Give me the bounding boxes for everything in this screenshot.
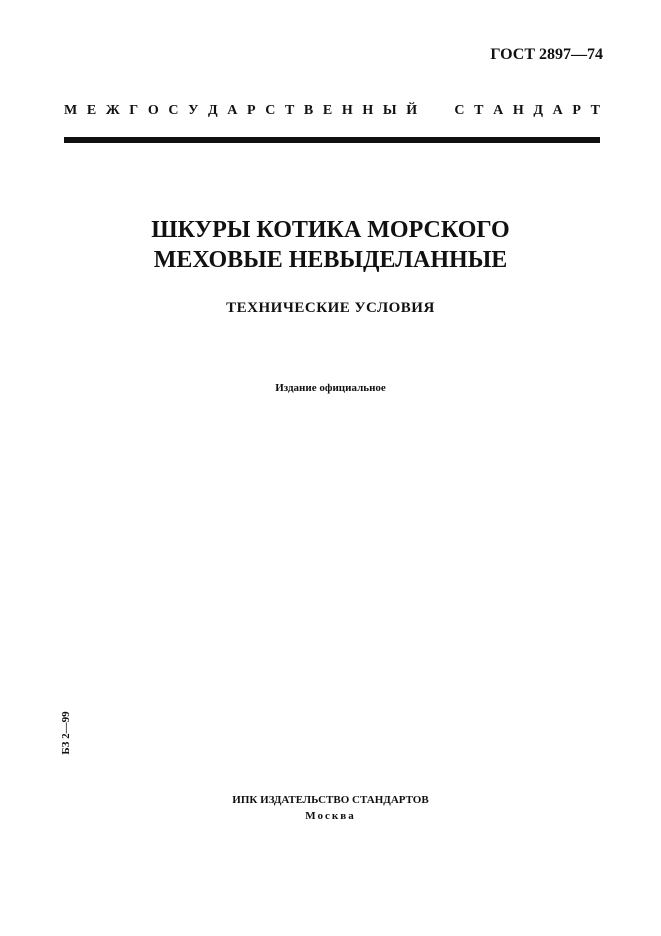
heading-letter: А	[227, 103, 238, 118]
heading-letter: Г	[129, 103, 139, 118]
title-line-2: МЕХОВЫЕ НЕВЫДЕЛАННЫЕ	[153, 247, 508, 273]
title-line-1: ШКУРЫ КОТИКА МОРСКОГО	[151, 217, 510, 243]
city: Москва	[305, 810, 356, 822]
word-gap	[427, 103, 445, 119]
standard-type-heading	[64, 103, 600, 119]
document-subtitle: ТЕХНИЧЕСКИЕ УСЛОВИЯ	[226, 300, 435, 316]
heading-letter: У	[188, 103, 199, 118]
heading-letter: Н	[362, 103, 374, 118]
heading-letter: С	[265, 103, 276, 118]
gost-number: ГОСТ 2897—74	[490, 46, 603, 63]
edition-note: Издание официальное	[275, 382, 386, 394]
heading-letter: Р	[247, 103, 256, 118]
heading-letter: Е	[322, 103, 333, 118]
heading-letter: Д	[208, 103, 218, 118]
heading-letter: С	[454, 103, 465, 118]
heading-letter: Ж	[105, 103, 120, 118]
heading-letter: Р	[572, 103, 581, 118]
heading-letter: Ы	[382, 103, 397, 118]
heading-letter: М	[64, 103, 78, 118]
side-code	[58, 708, 74, 758]
publisher: ИПК ИЗДАТЕЛЬСТВО СТАНДАРТОВ	[232, 794, 429, 806]
heading-letter: Е	[86, 103, 97, 118]
heading-letter: А	[493, 103, 504, 118]
document-title	[0, 215, 661, 275]
heading-letter: Т	[284, 103, 295, 118]
header-rule	[64, 137, 600, 143]
heading-letter: А	[552, 103, 563, 118]
heading-letter: Т	[474, 103, 484, 118]
heading-letter: Й	[406, 103, 418, 118]
heading-letter: Д	[533, 103, 544, 118]
heading-letter: Н	[341, 103, 353, 118]
heading-letter: С	[168, 103, 179, 118]
heading-letter: Т	[590, 103, 600, 118]
heading-letter: В	[303, 103, 314, 118]
side-code-text: БЗ 2—99	[60, 711, 72, 755]
heading-letter: Н	[512, 103, 524, 118]
heading-letter: О	[147, 103, 159, 118]
